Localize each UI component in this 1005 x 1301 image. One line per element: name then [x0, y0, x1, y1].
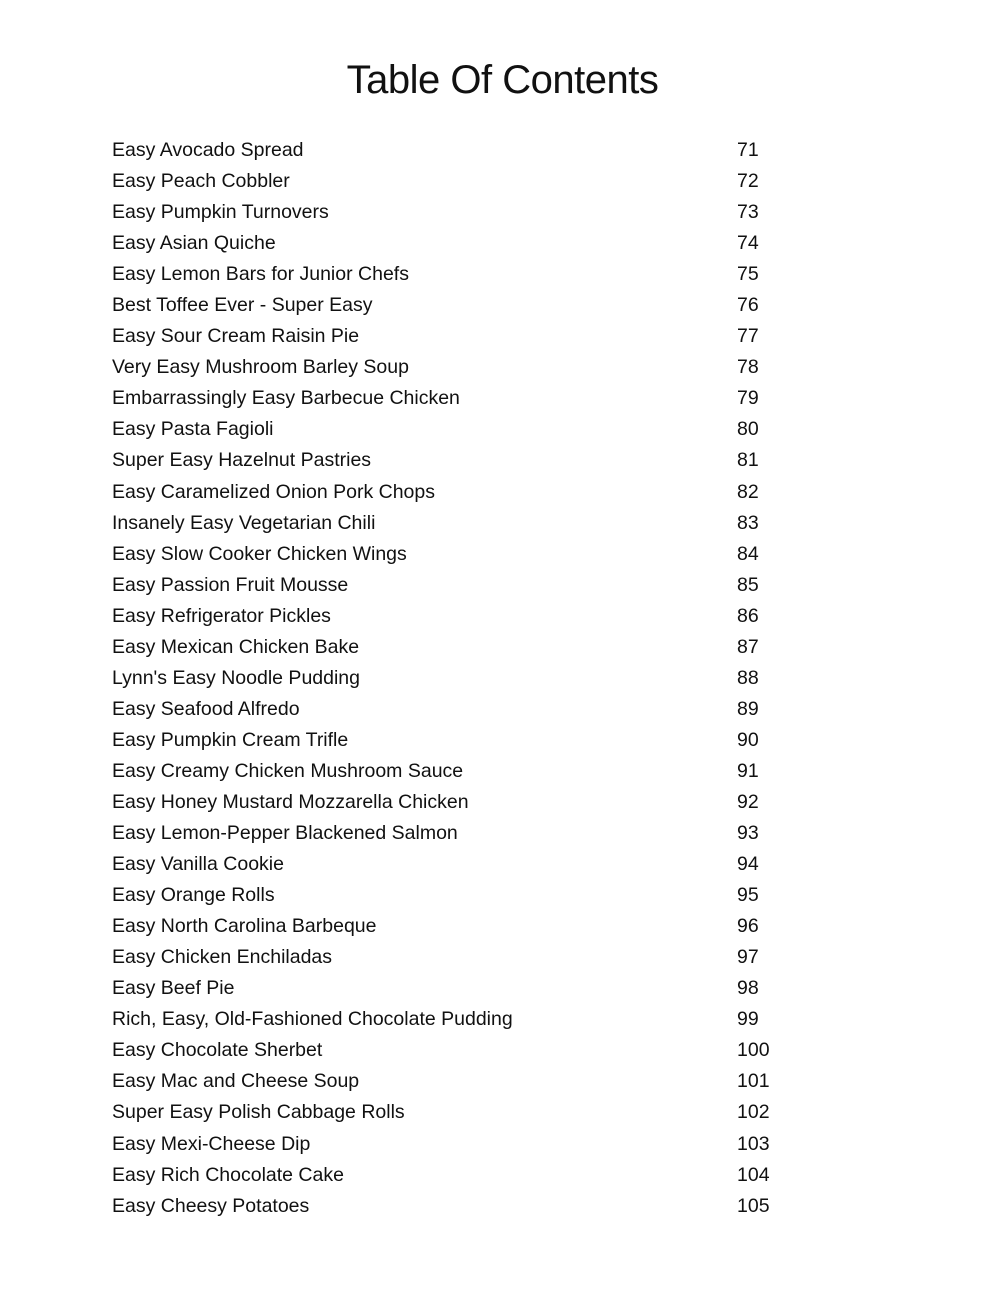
toc-entry[interactable]	[112, 788, 812, 819]
toc-entry[interactable]	[112, 446, 812, 477]
toc-entry-page-number: 76	[737, 294, 759, 317]
toc-entry[interactable]	[112, 415, 812, 446]
toc-entry-title: Easy Caramelized Onion Pork Chops	[112, 480, 435, 503]
toc-entry-title: Easy Refrigerator Pickles	[112, 604, 331, 627]
toc-entry-page-number: 97	[737, 946, 759, 969]
toc-entry-title: Easy Vanilla Cookie	[112, 853, 284, 876]
toc-entry-page-number: 86	[737, 604, 759, 627]
toc-entry[interactable]	[112, 509, 812, 540]
toc-entry[interactable]	[112, 1130, 812, 1161]
toc-entry-title: Easy Mexi-Cheese Dip	[112, 1132, 311, 1155]
toc-entry-page-number: 82	[737, 480, 759, 503]
toc-entry[interactable]	[112, 695, 812, 726]
toc-entry-page-number: 84	[737, 542, 759, 565]
toc-entry-title: Easy Orange Rolls	[112, 884, 275, 907]
toc-entry[interactable]	[112, 1036, 812, 1067]
toc-entry[interactable]	[112, 974, 812, 1005]
toc-entry-title: Easy Honey Mustard Mozzarella Chicken	[112, 790, 469, 813]
toc-entry-page-number: 90	[737, 728, 759, 751]
toc-entry-title: Easy Peach Cobbler	[112, 170, 290, 193]
toc-entry-title: Easy Chocolate Sherbet	[112, 1039, 323, 1062]
toc-entry-page-number: 74	[737, 232, 759, 255]
toc-entry[interactable]	[112, 602, 812, 633]
toc-entry-title: Easy Pasta Fagioli	[112, 418, 274, 441]
toc-entry-page-number: 85	[737, 573, 759, 596]
toc-entry-page-number: 83	[737, 511, 759, 534]
toc-entry-title: Easy Mexican Chicken Bake	[112, 635, 360, 658]
toc-entry-title: Easy Sour Cream Raisin Pie	[112, 325, 360, 348]
toc-entry[interactable]	[112, 322, 812, 353]
toc-entry[interactable]	[112, 757, 812, 788]
toc-entry-title: Easy Creamy Chicken Mushroom Sauce	[112, 759, 464, 782]
toc-entry[interactable]	[112, 478, 812, 509]
page-title: Table Of Contents	[346, 58, 659, 102]
toc-entry-title: Easy Asian Quiche	[112, 232, 276, 255]
toc-entry-title: Super Easy Polish Cabbage Rolls	[112, 1101, 405, 1124]
toc-entry[interactable]	[112, 571, 812, 602]
toc-entry[interactable]	[112, 353, 812, 384]
toc-entry-page-number: 78	[737, 356, 759, 379]
toc-entry-title: Easy Seafood Alfredo	[112, 697, 300, 720]
toc-list	[112, 136, 812, 1223]
toc-entry-title: Easy Chicken Enchiladas	[112, 946, 333, 969]
toc-entry-title: Easy Passion Fruit Mousse	[112, 573, 349, 596]
toc-entry-page-number: 81	[737, 449, 759, 472]
toc-entry[interactable]	[112, 540, 812, 571]
toc-entry-title: Easy Pumpkin Turnovers	[112, 201, 329, 224]
toc-entry[interactable]	[112, 260, 812, 291]
toc-entry-page-number: 103	[737, 1132, 770, 1155]
toc-entry-page-number: 71	[737, 139, 759, 161]
toc-entry-title: Easy Avocado Spread	[112, 139, 304, 161]
toc-entry-page-number: 101	[737, 1070, 770, 1093]
toc-entry-title: Easy Pumpkin Cream Trifle	[112, 728, 349, 751]
toc-entry-page-number: 95	[737, 884, 759, 907]
toc-entry-page-number: 88	[737, 666, 759, 689]
toc-entry-page-number: 79	[737, 387, 759, 410]
toc-entry-page-number: 75	[737, 263, 759, 286]
toc-entry-page-number: 94	[737, 853, 759, 876]
toc-entry-title: Easy Slow Cooker Chicken Wings	[112, 542, 407, 565]
toc-entry-page-number: 105	[737, 1194, 770, 1217]
toc-entry-title: Lynn's Easy Noodle Pudding	[112, 666, 360, 689]
toc-entry-title: Easy Rich Chocolate Cake	[112, 1163, 344, 1186]
toc-entry-page-number: 91	[737, 759, 759, 782]
toc-entry-title: Easy Lemon Bars for Junior Chefs	[112, 263, 409, 286]
toc-entry-page-number: 100	[737, 1039, 770, 1062]
toc-entry[interactable]	[112, 664, 812, 695]
toc-entry[interactable]	[112, 1161, 812, 1192]
toc-entry-page-number: 98	[737, 977, 759, 1000]
toc-entry-page-number: 93	[737, 822, 759, 845]
toc-entry-title: Easy North Carolina Barbeque	[112, 915, 377, 938]
toc-entry-page-number: 89	[737, 697, 759, 720]
toc-entry-page-number: 99	[737, 1008, 759, 1031]
toc-entry[interactable]	[112, 1192, 812, 1223]
toc-entry-page-number: 77	[737, 325, 759, 348]
toc-entry-page-number: 72	[737, 170, 759, 193]
toc-entry-page-number: 102	[737, 1101, 770, 1124]
toc-entry[interactable]	[112, 384, 812, 415]
toc-entry[interactable]	[112, 850, 812, 881]
toc-entry[interactable]	[112, 912, 812, 943]
toc-entry[interactable]	[112, 633, 812, 664]
toc-entry[interactable]	[112, 229, 812, 260]
toc-entry[interactable]	[112, 1067, 812, 1098]
toc-entry-title: Easy Beef Pie	[112, 977, 235, 1000]
toc-entry[interactable]	[112, 167, 812, 198]
toc-entry-page-number: 87	[737, 635, 759, 658]
toc-entry-page-number: 104	[737, 1163, 770, 1186]
toc-entry-page-number: 73	[737, 201, 759, 224]
toc-entry[interactable]	[112, 726, 812, 757]
toc-entry-page-number: 92	[737, 790, 759, 813]
toc-entry[interactable]	[112, 943, 812, 974]
toc-entry-title: Easy Mac and Cheese Soup	[112, 1070, 360, 1093]
toc-entry[interactable]	[112, 1098, 812, 1129]
toc-entry-title: Embarrassingly Easy Barbecue Chicken	[112, 387, 460, 410]
toc-entry[interactable]	[112, 1005, 812, 1036]
toc-entry[interactable]	[112, 198, 812, 229]
toc-entry-page-number: 96	[737, 915, 759, 938]
toc-entry-title: Very Easy Mushroom Barley Soup	[112, 356, 409, 379]
toc-entry[interactable]	[112, 136, 812, 167]
toc-entry-title: Easy Lemon-Pepper Blackened Salmon	[112, 822, 458, 845]
toc-entry[interactable]	[112, 819, 812, 850]
toc-entry-title: Rich, Easy, Old-Fashioned Chocolate Pudding	[112, 1008, 513, 1031]
toc-entry-title: Easy Cheesy Potatoes	[112, 1194, 310, 1217]
toc-entry[interactable]	[112, 881, 812, 912]
toc-entry-page-number: 80	[737, 418, 759, 441]
toc-entry[interactable]	[112, 291, 812, 322]
toc-entry-title: Insanely Easy Vegetarian Chili	[112, 511, 376, 534]
toc-entry-title: Super Easy Hazelnut Pastries	[112, 449, 372, 472]
toc-entry-title: Best Toffee Ever - Super Easy	[112, 294, 373, 317]
